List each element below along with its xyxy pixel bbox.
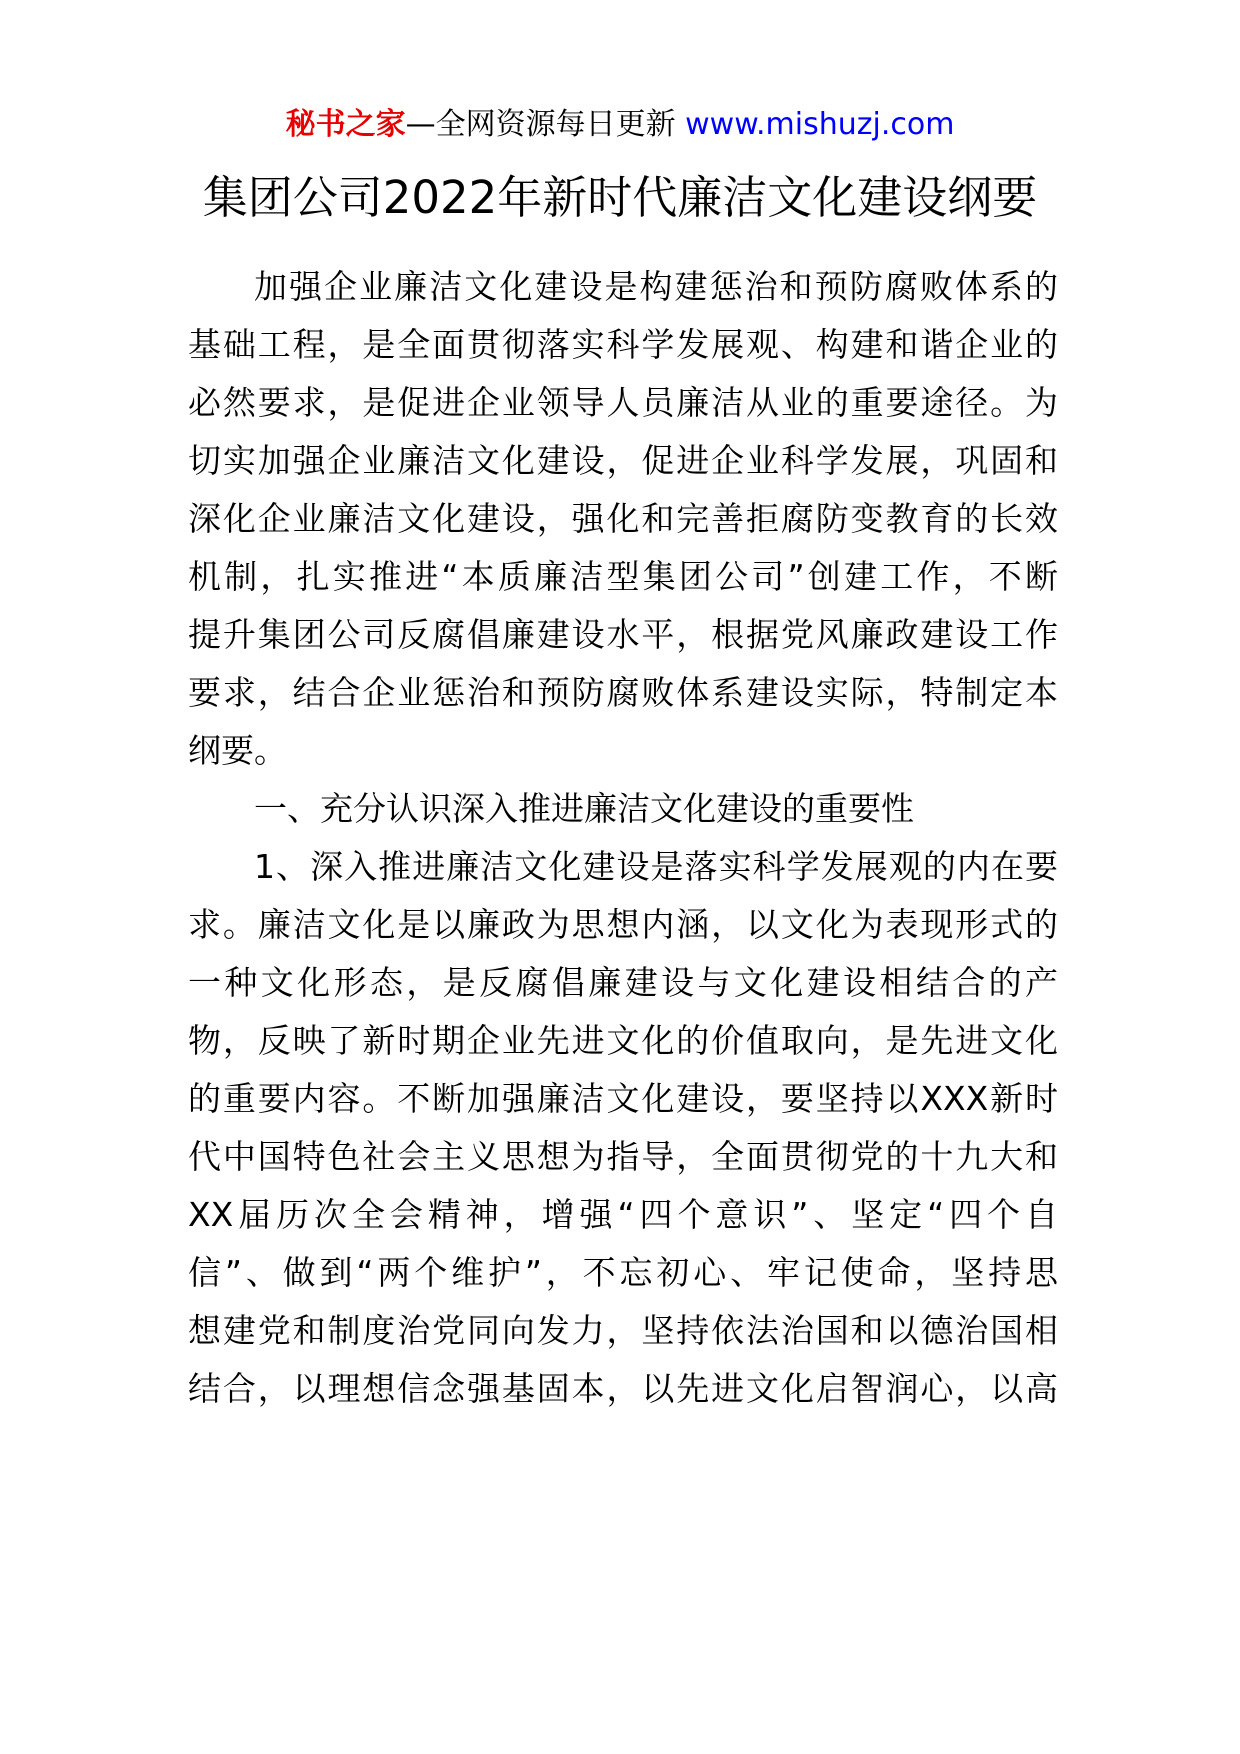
body-line: 信”、做到“两个维护”，不忘初心、牢记使命，坚持思 bbox=[188, 1253, 1058, 1292]
body-line: 纲要。 bbox=[188, 731, 287, 770]
body-line: 一种文化形态，是反腐倡廉建设与文化建设相结合的产 bbox=[188, 963, 1058, 1002]
body-line: 要求，结合企业惩治和预防腐败体系建设实际，特制定本 bbox=[188, 673, 1058, 712]
body-line: 提升集团公司反腐倡廉建设水平，根据党风廉政建设工作 bbox=[188, 615, 1058, 654]
body-line: 物，反映了新时期企业先进文化的价值取向，是先进文化 bbox=[188, 1021, 1058, 1060]
header-tagline: —全网资源每日更新 bbox=[405, 107, 676, 142]
site-url: www.mishuzj.com bbox=[685, 107, 955, 142]
body-line: 的重要内容。不断加强廉洁文化建设，要坚持以XXX新时 bbox=[188, 1079, 1058, 1118]
body-line: 必然要求，是促进企业领导人员廉洁从业的重要途径。为 bbox=[188, 383, 1058, 422]
body-line: 基础工程，是全面贯彻落实科学发展观、构建和谐企业的 bbox=[188, 325, 1058, 364]
body-line: 代中国特色社会主义思想为指导，全面贯彻党的十九大和 bbox=[188, 1137, 1058, 1176]
document-title: 集团公司2022年新时代廉洁文化建设纲要 bbox=[202, 171, 1038, 224]
body-line: 机制，扎实推进“本质廉洁型集团公司”创建工作，不断 bbox=[188, 557, 1058, 596]
body-line: 结合，以理想信念强基固本，以先进文化启智润心，以高 bbox=[188, 1369, 1058, 1408]
body-line: 1、深入推进廉洁文化建设是落实科学发展观的内在要 bbox=[254, 847, 1058, 886]
body-line: 深化企业廉洁文化建设，强化和完善拒腐防变教育的长效 bbox=[188, 499, 1058, 538]
section-heading: 一、充分认识深入推进廉洁文化建设的重要性 bbox=[254, 789, 914, 828]
brand-name: 秘书之家 bbox=[285, 107, 406, 142]
watermark-header bbox=[0, 104, 1240, 146]
body-line: 求。廉洁文化是以廉政为思想内涵，以文化为表现形式的 bbox=[188, 905, 1058, 944]
body-line: 切实加强企业廉洁文化建设，促进企业科学发展，巩固和 bbox=[188, 441, 1058, 480]
body-line: 加强企业廉洁文化建设是构建惩治和预防腐败体系的 bbox=[254, 267, 1058, 306]
body-line: XX届历次全会精神，增强“四个意识”、坚定“四个自 bbox=[188, 1195, 1058, 1234]
body-line: 想建党和制度治党同向发力，坚持依法治国和以德治国相 bbox=[188, 1311, 1058, 1350]
